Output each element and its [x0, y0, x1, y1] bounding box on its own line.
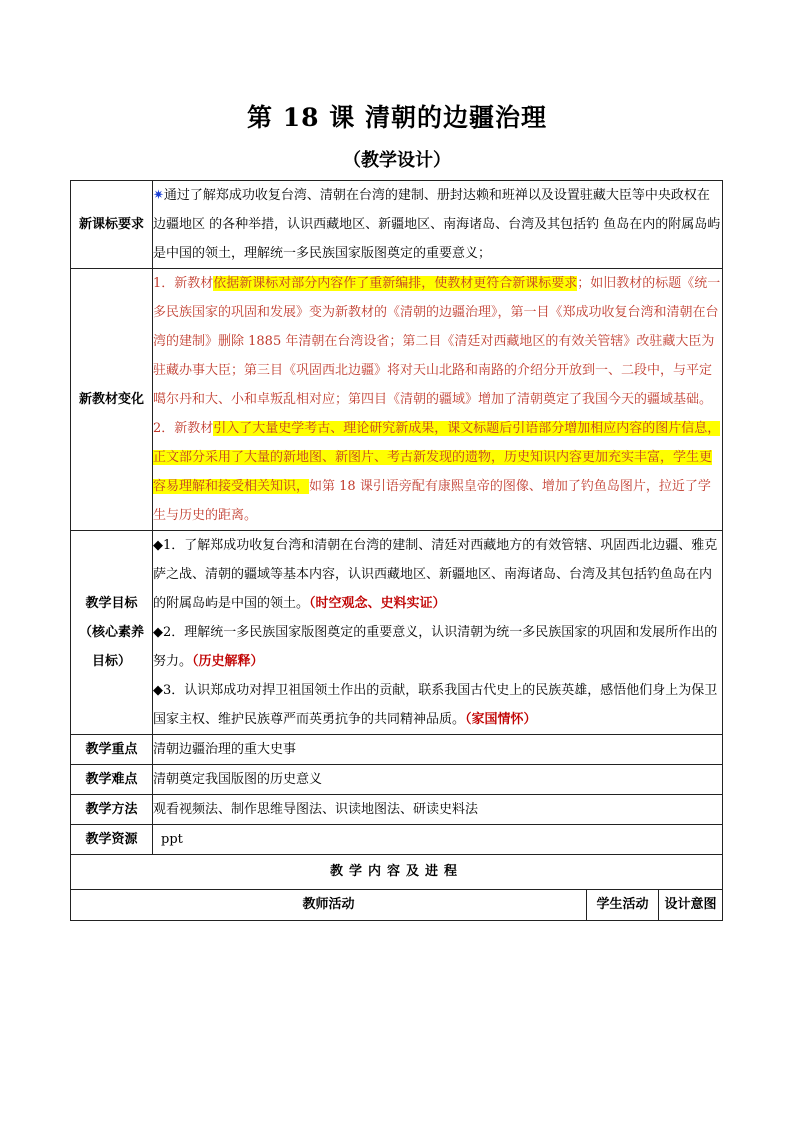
goal-3-tag: （家国情怀）: [465, 712, 537, 727]
goal-1: [153, 531, 722, 618]
teacher-activity-header: 教师活动: [71, 890, 587, 921]
student-activity-header: 学生活动: [587, 890, 659, 921]
curriculum-text: 通过了解郑成功收复台湾、清朝在台湾的建制、册封达赖和班禅以及设置驻藏大臣等中央政权在边疆地区 的各种举措，认识西藏地区、新疆地区、南海诸岛、台湾及其包括钓 鱼岛在内的附属岛屿是中国的领土，理解统一多民族国家版图奠定的重要意义；: [153, 188, 721, 261]
difficulty-text: 清朝奠定我国版图的历史意义: [153, 765, 723, 795]
changes-paragraph-1: [153, 269, 722, 414]
star-icon: ✷: [153, 188, 164, 203]
goal-1-text: ◆1．了解郑成功收复台湾和清朝在台湾的建制、清廷对西藏地方的有效管辖、巩固西北边疆、雅克萨之战、清朝的疆域等基本内容，认识西藏地区、新疆地区、南海诸岛、台湾及其包括钓鱼岛在内的附属岛屿是中国的领土。: [153, 538, 718, 611]
curriculum-content: [153, 181, 723, 269]
design-intent-header: 设计意图: [659, 890, 723, 921]
document-subtitle: （教学设计）: [343, 150, 451, 171]
changes-p1-highlight: 依据新课标对部分内容作了重新编排，使教材更符合新课标要求: [213, 276, 578, 291]
row-process-header: [71, 855, 723, 890]
goals-label-line2: （核心素养: [78, 625, 144, 640]
method-label: 教学方法: [71, 795, 153, 825]
resource-label: 教学资源: [71, 825, 153, 855]
row-textbook-changes: [71, 269, 723, 531]
difficulty-label: 教学难点: [71, 765, 153, 795]
goal-3-text: ◆3．认识郑成功对捍卫祖国领土作出的贡献，联系我国古代史上的民族英雄，感悟他们身上为保卫国家主权、维护民族尊严而英勇抗争的共同精神品质。: [153, 683, 718, 727]
method-text: 观看视频法、制作思维导图法、识读地图法、研读史料法: [153, 795, 723, 825]
process-header: 教学内容及进程: [71, 855, 723, 890]
resource-text: ppt: [153, 825, 723, 855]
changes-p1-prefix: 1．新教材: [153, 276, 214, 291]
goals-content: [153, 531, 723, 735]
goals-label-line3: 目标）: [91, 654, 131, 669]
row-focus: [71, 735, 723, 765]
changes-p1-rest: ；如旧教材的标题《统一多民族国家的巩固和发展》变为新教材的《清朝的边疆治理》，第一目《郑成功收复台湾和清朝在台湾的建制》删除 1885 年清朝在台湾设省；第二目《清廷对西藏地区的有效关管辖》改驻藏大臣为驻藏办事大臣；第三目《巩固西北边疆》将对天山北路和南路的介绍分开放到一、二段中，与平定噶尔丹和大、小和卓叛乱相对应；第四目《清朝的疆域》增加了清朝奠定了我国今天的疆域基础。: [153, 276, 721, 407]
row-difficulty: [71, 765, 723, 795]
changes-content: [153, 269, 723, 531]
row-curriculum: [71, 181, 723, 269]
document-title: 第 18 课 清朝的边疆治理: [247, 103, 547, 132]
goals-label-line1: 教学目标: [85, 596, 138, 611]
row-goals: [71, 531, 723, 735]
goal-2: [153, 618, 722, 676]
changes-paragraph-2: [153, 414, 722, 530]
curriculum-label: 新课标要求: [71, 181, 153, 269]
goal-3: [153, 676, 722, 734]
changes-label: 新教材变化: [71, 269, 153, 531]
changes-p2-rest: 如第 18 课引语旁配有康熙皇帝的图像、增加了钓鱼岛图片，拉近了学生与历史的距离。: [153, 479, 711, 523]
goal-2-text: ◆2．理解统一多民族国家版图奠定的重要意义，认识清朝为统一多民族国家的巩固和发展所作出的努力。: [153, 625, 718, 669]
changes-p2-prefix: 2．新教材: [153, 421, 214, 436]
row-column-headers: [71, 890, 723, 921]
row-method: [71, 795, 723, 825]
lesson-plan-table: [70, 180, 723, 921]
focus-text: 清朝边疆治理的重大史事: [153, 735, 723, 765]
focus-label: 教学重点: [71, 735, 153, 765]
changes-p2-highlight: 引入了大量史学考古、理论研究新成果，课文标题后引语部分增加相应内容的图片信息，正文部分采用了大量的新地图、新图片、考古新发现的遗物，历史知识内容更加充实丰富，学生更容易理解和接受相关知识，: [153, 421, 721, 494]
goal-2-tag: （历史解释）: [192, 654, 264, 669]
row-resource: [71, 825, 723, 855]
goal-1-tag: （时空观念、史料实证）: [309, 596, 446, 611]
goals-label: [71, 531, 153, 735]
